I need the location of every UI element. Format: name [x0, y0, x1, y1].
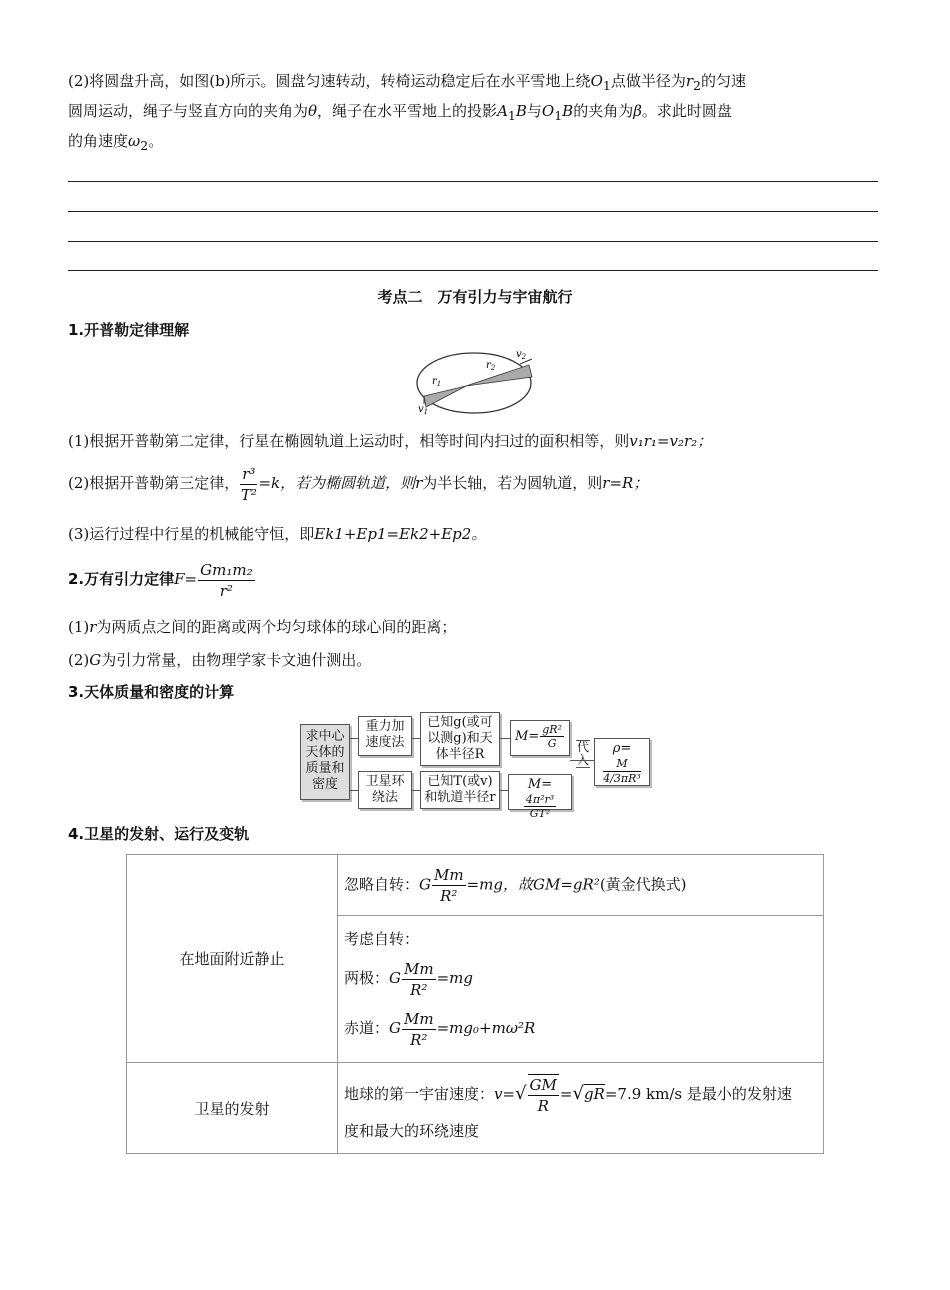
formula: GM=gR² — [533, 875, 600, 893]
flow-cond-1: 已知g(或可以测g)和天体半径R — [420, 712, 500, 766]
flow-connector — [350, 738, 358, 739]
text: 度和最大的环绕速度 — [344, 1122, 480, 1140]
q2-text-b: 点做半径为 — [610, 72, 686, 90]
g-symbol: G — [389, 1019, 401, 1037]
denominator: 4/3πR³ — [603, 772, 641, 785]
r-symbol: r — [415, 474, 423, 492]
table-row — [127, 1063, 824, 1154]
o1b-symbol: O — [541, 102, 555, 120]
q2-text: 。求此时圆盘 — [641, 102, 732, 120]
text: =mg — [436, 969, 473, 987]
velocity-line — [344, 1071, 817, 1117]
text: 地球的第一宇宙速度： — [344, 1085, 495, 1103]
text: (1) — [68, 618, 90, 636]
omega-symbol: ω — [128, 132, 141, 150]
gravitation-2 — [68, 645, 883, 675]
kepler-2nd-law — [68, 426, 883, 456]
text: v= — [494, 1085, 516, 1103]
numerator: Mm — [434, 865, 464, 884]
b-symbol: B — [562, 102, 574, 120]
answer-line[interactable] — [68, 181, 878, 182]
q2-text: 与 — [526, 102, 542, 120]
text: 为半长轴，若为圆轨道，则 — [422, 474, 603, 492]
text: =mg₀+mω²R — [436, 1019, 536, 1037]
formula: r=R； — [602, 474, 649, 492]
o1-symbol: O — [590, 72, 603, 90]
r1-label: $r_1$ — [432, 376, 442, 388]
r2-label: $r_2$ — [486, 360, 496, 372]
kepler-3rd-law — [68, 460, 883, 506]
denominator: R² — [440, 886, 458, 905]
table-cell-rest-near-ground: 在地面附近静止 — [127, 855, 338, 1063]
answer-line[interactable] — [68, 211, 878, 212]
answer-line[interactable] — [68, 270, 878, 271]
flow-formula-1 — [510, 720, 570, 756]
flow-root: 求中心天体的质量和密度 — [300, 724, 350, 800]
fraction — [198, 560, 254, 601]
g-symbol: G — [419, 875, 431, 893]
formula: gR — [583, 1085, 605, 1103]
flow-connector — [412, 738, 420, 739]
fraction — [540, 723, 564, 750]
flow-formula-2 — [508, 774, 572, 820]
text: M= — [527, 777, 553, 792]
denominator: T² — [240, 485, 257, 504]
sub: 1 — [507, 108, 516, 123]
text: ρ= — [612, 741, 632, 756]
flow-method-orbit: 卫星环绕法 — [358, 771, 412, 809]
q2-text-c: 的匀速 — [700, 72, 746, 90]
flow-substitute-label: 代入 — [576, 740, 589, 767]
numerator: Mm — [404, 1009, 434, 1028]
text: 为两质点之间的距离或两个均匀球体的球心间的距离； — [96, 618, 457, 636]
sub: 2 — [140, 138, 149, 153]
text: 两极： — [344, 969, 390, 987]
flow-connector — [500, 738, 510, 739]
section-title: 考点二 万有引力与宇宙航行 — [377, 288, 573, 306]
fraction — [528, 1074, 559, 1116]
text: 赤道： — [344, 1019, 390, 1037]
fraction — [524, 793, 556, 820]
table-cell-consider-rotation — [338, 916, 824, 1063]
swept-area-2 — [466, 365, 532, 386]
flow-connector — [500, 790, 508, 791]
table-cell-launch: 卫星的发射 — [127, 1063, 338, 1154]
satellite-table — [126, 854, 824, 1154]
sub: 2 — [693, 78, 701, 93]
pole-formula — [344, 953, 817, 1003]
table-cell-first-cosmic-velocity — [338, 1063, 824, 1154]
theta-symbol: θ — [308, 102, 318, 120]
v1-label: $v_1$ — [418, 404, 429, 416]
text: 为引力常量，由物理学家卡文迪什测出。 — [101, 651, 372, 669]
numerator: 4π²r³ — [525, 793, 555, 806]
g-symbol: G — [389, 969, 401, 987]
text: 考虑自转： — [344, 930, 420, 948]
q2-text: 的夹角为 — [573, 102, 634, 120]
text: =7.9 km/s 是最小的发射速 — [604, 1085, 792, 1103]
flow-connector — [412, 790, 420, 791]
fraction — [402, 959, 436, 1000]
denominator: R² — [410, 1030, 428, 1049]
swept-area-1 — [424, 386, 466, 407]
text: F= — [174, 570, 198, 588]
sub: 1 — [554, 108, 563, 123]
r2-symbol: r — [685, 72, 694, 90]
fraction — [402, 1009, 436, 1050]
ellipse-orbit-diagram — [412, 346, 542, 418]
denominator: r² — [219, 581, 233, 600]
q2-text: 圆周运动，绳子与竖直方向的夹角为 — [68, 102, 309, 120]
answer-line[interactable] — [68, 241, 878, 242]
sqrt-icon: √ — [515, 1083, 527, 1104]
denominator: R² — [410, 980, 428, 999]
q2-text: 的角速度 — [68, 132, 129, 150]
heading-text: 2.万有引力定律 — [68, 570, 175, 588]
fraction — [603, 757, 641, 786]
denominator: G — [547, 737, 557, 750]
gravitation-1 — [68, 612, 883, 642]
text: (1)根据开普勒第二定律，行星在椭圆轨道上运动时，相等时间内扫过的面积相等，则 — [68, 432, 630, 450]
flow-connector — [350, 790, 358, 791]
q2-text: 。 — [148, 132, 164, 150]
formula: v₁r₁=v₂r₂； — [629, 432, 713, 450]
table-row — [127, 855, 824, 916]
formula: Ek1+Ep1=Ek2+Ep2。 — [314, 525, 487, 543]
question-2-line-3 — [68, 126, 883, 161]
flow-density-formula — [594, 738, 650, 786]
sub: 1 — [602, 78, 611, 93]
heading-gravitation — [68, 556, 256, 602]
a1b-symbol: A — [497, 102, 508, 120]
fraction — [432, 865, 466, 906]
beta-symbol: β — [633, 102, 642, 120]
numerator: GM — [529, 1076, 557, 1094]
q2-text: ，绳子在水平雪地上的投影 — [317, 102, 498, 120]
denominator: R — [537, 1097, 549, 1115]
denominator: GT² — [529, 807, 551, 820]
heading-satellite: 4.卫星的发射、运行及变轨 — [68, 825, 250, 843]
flow-connector — [570, 760, 594, 761]
v2-label: $v_2$ — [516, 349, 527, 361]
energy-conservation — [68, 519, 883, 549]
flow-method-gravity: 重力加速度法 — [358, 716, 412, 756]
text: M= — [515, 729, 540, 744]
numerator: gR² — [542, 723, 562, 736]
text: =mg，故 — [466, 875, 533, 893]
flow-cond-2: 已知T(或v)和轨道半径r — [420, 771, 500, 809]
text: (黄金代换式) — [599, 875, 687, 893]
equator-formula — [344, 1003, 817, 1053]
q2-text-a: (2)将圆盘升高，如图(b)所示。圆盘匀速转动，转椅运动稳定后在水平雪地上绕 — [68, 72, 591, 90]
numerator: r³ — [242, 464, 256, 483]
heading-kepler: 1.开普勒定律理解 — [68, 321, 190, 339]
b-symbol: B — [515, 102, 527, 120]
sqrt-icon: √ — [572, 1083, 584, 1104]
numerator: M — [603, 757, 641, 772]
text: 忽略自转： — [344, 875, 420, 893]
text: =k，若为椭圆轨道，则 — [258, 474, 416, 492]
table-cell-ignore-rotation — [338, 855, 824, 916]
text: (3)运行过程中行星的机械能守恒，即 — [68, 525, 315, 543]
text: = — [559, 1085, 573, 1103]
fraction — [240, 464, 257, 505]
text: (2) — [68, 651, 90, 669]
g-symbol: G — [89, 651, 102, 669]
numerator: Mm — [404, 959, 434, 978]
heading-mass-density: 3.天体质量和密度的计算 — [68, 683, 235, 701]
numerator: Gm₁m₂ — [200, 560, 253, 579]
r-symbol: r — [89, 618, 97, 636]
text: (2)根据开普勒第三定律， — [68, 474, 240, 492]
